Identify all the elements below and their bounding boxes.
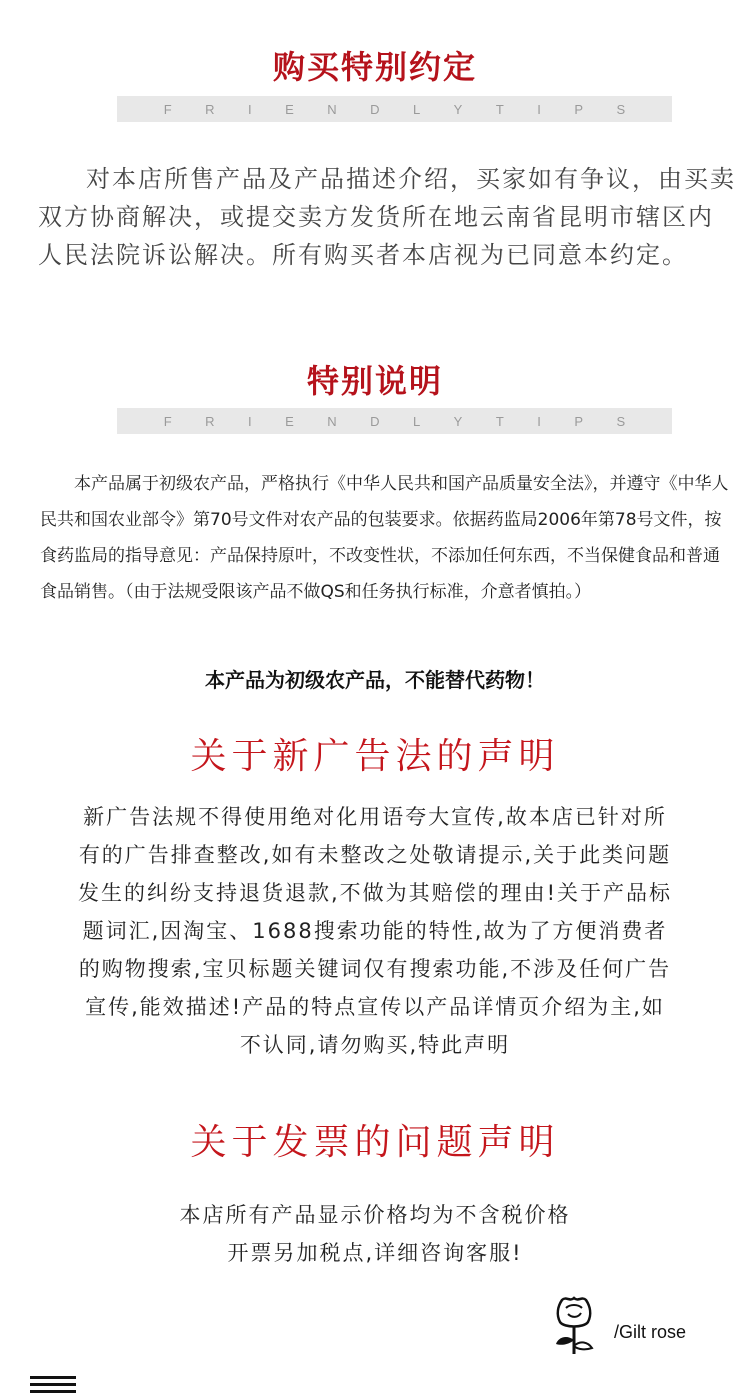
statement-line: 发生的纠纷支持退货退款,不做为其赔偿的理由!关于产品标 [77,881,673,905]
banner-letter: P [574,413,583,429]
banner-letter: I [537,101,541,117]
banner-letter: S [616,101,626,117]
statement-line: 题词汇,因淘宝、1688搜索功能的特性,故为了方便消费者 [82,919,668,943]
friendly-tips-banner [117,96,672,122]
banner-letter: L [412,101,421,117]
banner-letter: F [163,413,172,429]
banner-letter: F [163,101,172,117]
banner-letter: Y [453,413,463,429]
section-title-purchase-agreement: 购买特别约定 [272,48,477,86]
statement-line: 宣传,能效描述!产品的特点宣传以产品详情页介绍为主,如 [85,995,665,1019]
special-note-paragraph: 本产品属于初级农产品，严格执行《中华人民共和国产品质量安全法》，并遵守《中华人民共和国农业部令》第70号文件对农产品的包装要求。依据药监局2006年第78号文件，按食药监局的指导意见：产品保持原叶，不改变性状，不添加任何东西，不当保健食品和普通食品销售。（由于法规受限该产品不做QS和任务执行标准，介意者慎拍。） [40,474,729,602]
banner-letter: D [370,413,380,429]
banner-letter: L [412,413,421,429]
statement-line: 的购物搜索,宝贝标题关键词仅有搜索功能,不涉及任何广告 [78,957,672,981]
statement-line: 有的广告排查整改,如有未整改之处敬请提示,关于此类问题 [78,843,672,867]
banner-letter: T [495,413,504,429]
invoice-statement [20,1196,730,1272]
ad-law-statement [20,798,730,1064]
banner-letter: P [574,101,583,117]
banner-letter: N [327,413,337,429]
statement-line: 开票另加税点,详细咨询客服! [227,1241,523,1265]
banner-letter: S [616,413,626,429]
not-medicine-notice: 本产品为初级农产品，不能替代药物！ [205,668,545,692]
banner-letter: I [248,101,252,117]
statement-line: 本店所有产品显示价格均为不含税价格 [179,1203,571,1227]
rose-icon [548,1294,600,1358]
banner-letter: I [248,413,252,429]
section-title-ad-law: 关于新广告法的声明 [190,736,560,777]
banner-letter: N [327,101,337,117]
banner-letter: I [537,413,541,429]
statement-line: 不认同,请勿购买,特此声明 [239,1033,511,1057]
banner-letter: R [205,413,215,429]
purchase-agreement-paragraph: 对本店所售产品及产品描述介绍，买家如有争议，由买卖双方协商解决，或提交卖方发货所在地云南省昆明市辖区内人民法院诉讼解决。所有购买者本店视为已同意本约定。 [38,165,736,269]
gilt-rose-caption: /Gilt rose [614,1322,687,1342]
statement-line: 新广告法规不得使用绝对化用语夸大宣传,故本店已针对所 [83,805,667,829]
friendly-tips-banner [117,408,672,434]
menu-lines-icon [30,1376,76,1400]
section-title-special-note: 特别说明 [306,362,443,400]
banner-letter: D [370,101,380,117]
section-title-invoice: 关于发票的问题声明 [190,1122,560,1163]
banner-letter: T [495,101,504,117]
banner-letter: Y [453,101,463,117]
banner-letter: E [285,101,294,117]
banner-letter: E [285,413,294,429]
banner-letter: R [205,101,215,117]
